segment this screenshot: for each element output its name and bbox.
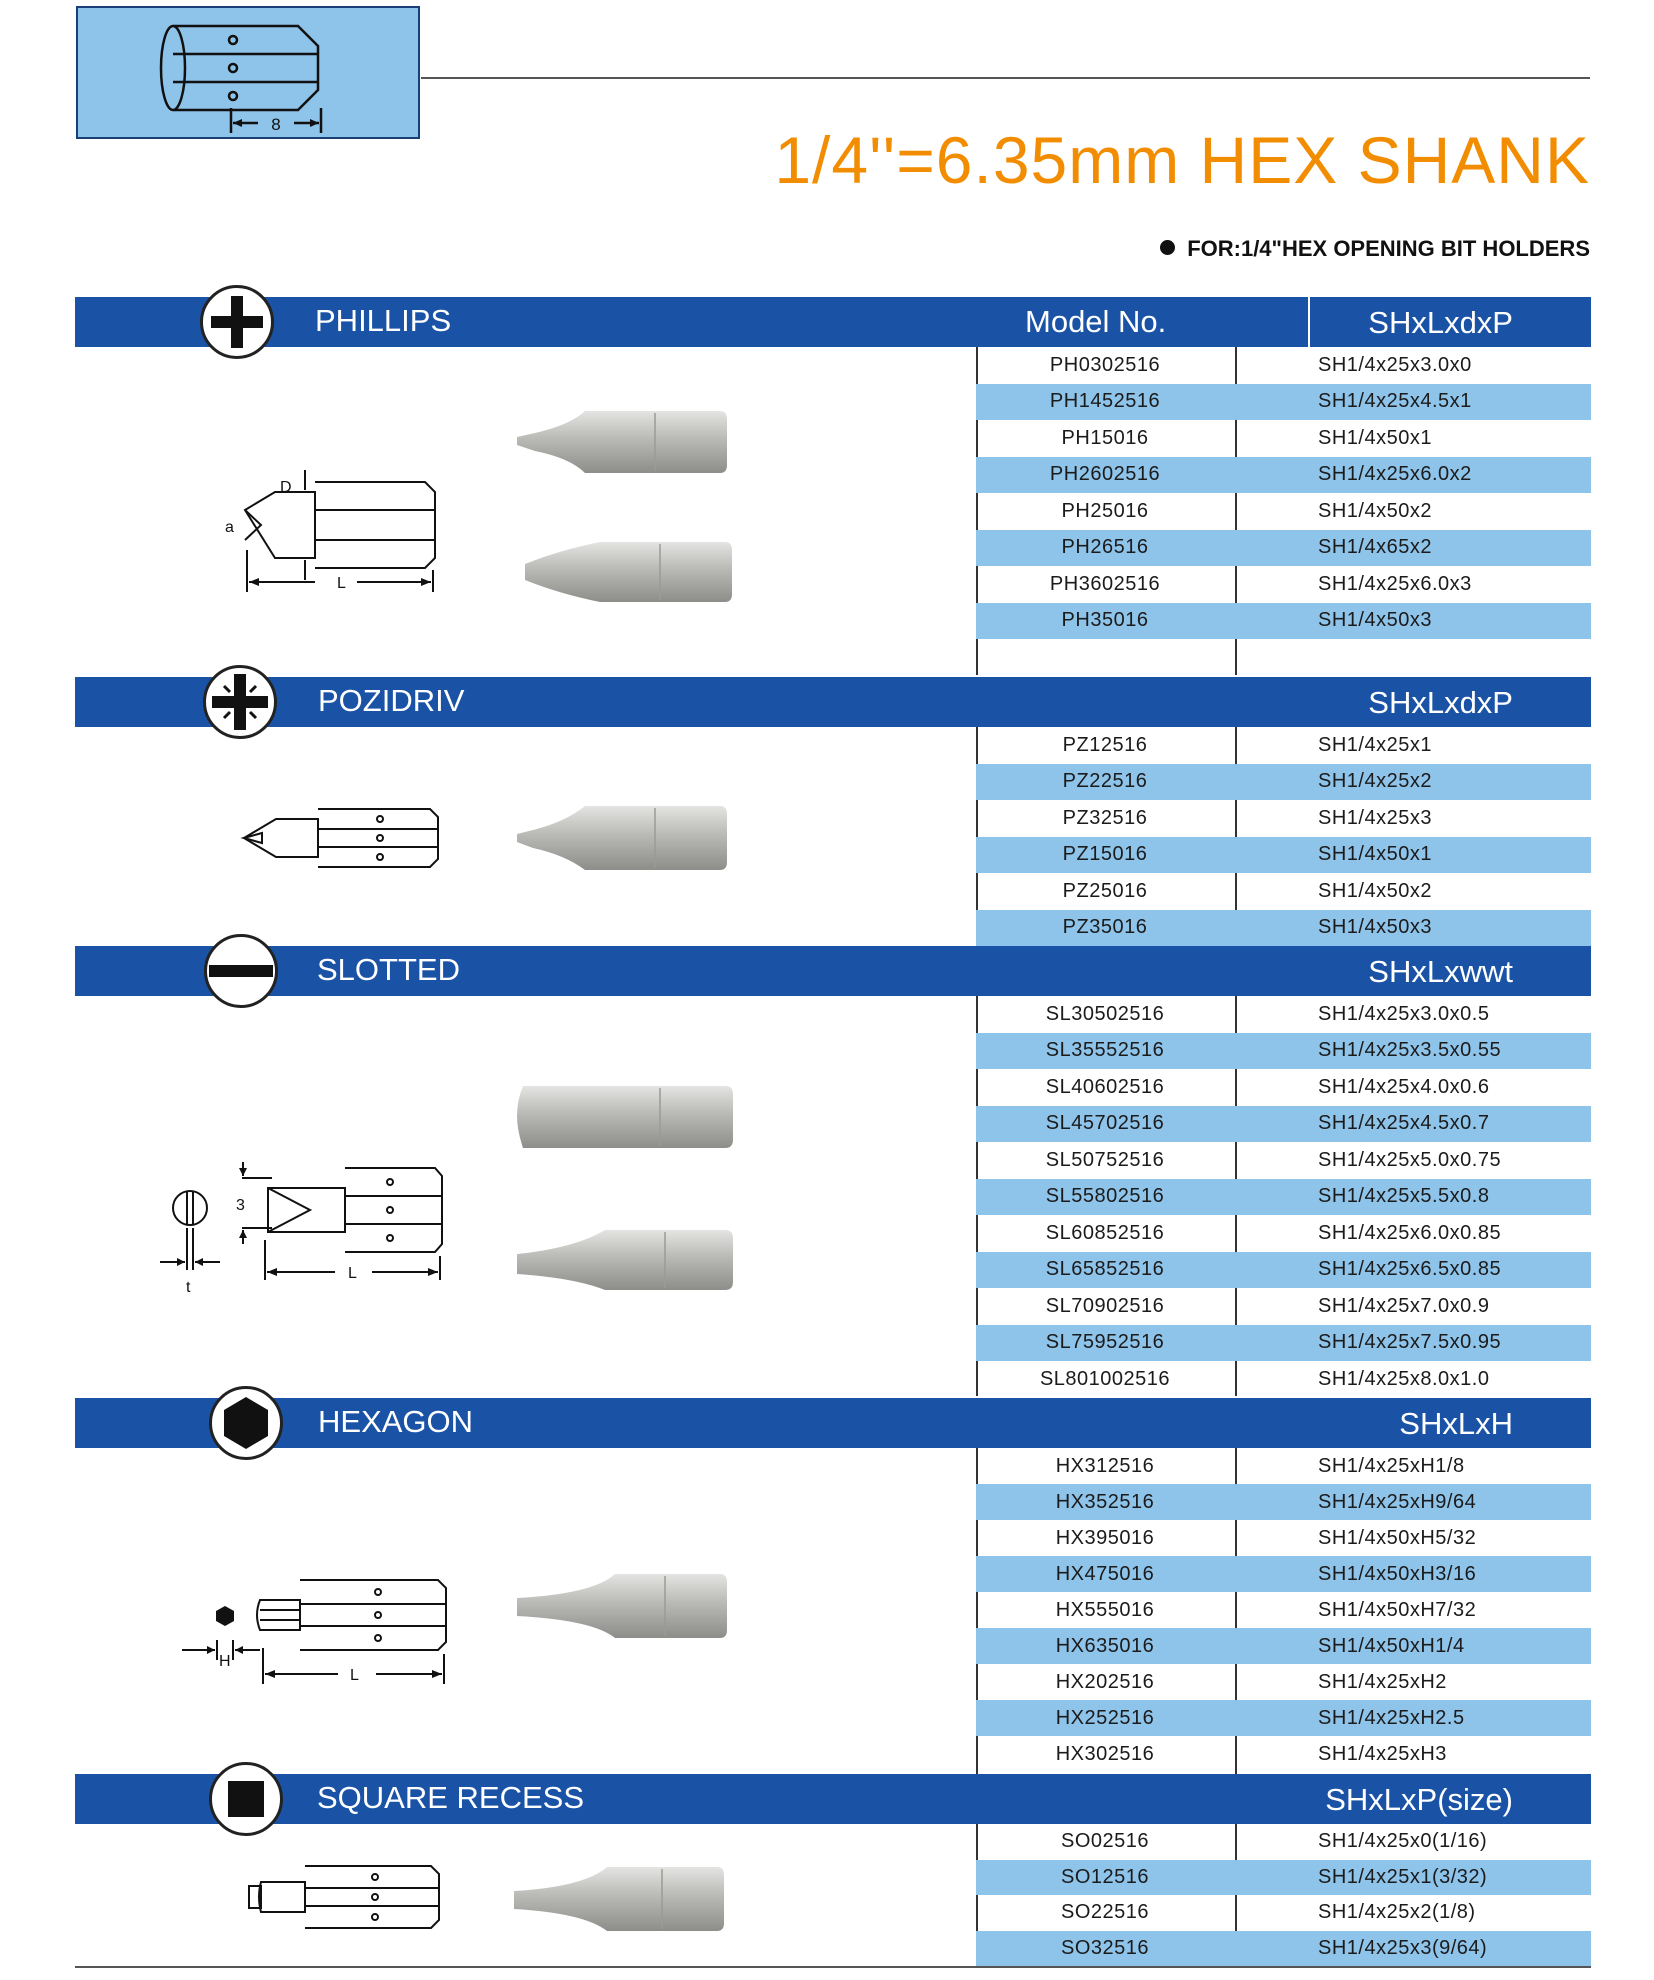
model-cell: PH1452516 — [1049, 390, 1161, 413]
spec-cell: SH1/4x25xH3 — [1318, 1742, 1447, 1765]
spec-header: SHxLxwwt — [1368, 954, 1513, 989]
table-row — [976, 1106, 1591, 1143]
model-cell: SO32516 — [1060, 1936, 1149, 1959]
model-cell: HX302516 — [1055, 1742, 1155, 1765]
spec-cell: SH1/4x50x1 — [1318, 843, 1432, 866]
model-cell: SL801002516 — [1039, 1367, 1171, 1390]
phillips-table — [976, 347, 1591, 639]
model-cell: PH35016 — [1061, 609, 1149, 632]
square-recess-dimension-drawing — [245, 1862, 445, 1932]
model-no-header: Model No. — [1025, 304, 1167, 339]
table-row — [976, 996, 1591, 1033]
section-header-square-recess — [75, 1774, 1591, 1824]
footer-rule — [75, 1966, 1591, 1968]
spec-cell: SH1/4x25x3.5x0.55 — [1318, 1039, 1502, 1062]
square-icon — [209, 1762, 283, 1836]
model-cell: SL55802516 — [1045, 1185, 1165, 1208]
spec-cell: SH1/4x25x1 — [1318, 733, 1432, 756]
table-row — [976, 1142, 1591, 1179]
dimension-label: L — [350, 1667, 359, 1684]
spec-cell: SH1/4x25x2(1/8) — [1318, 1901, 1476, 1924]
table-row — [976, 910, 1591, 947]
table-row — [976, 1288, 1591, 1325]
hexagon-table — [976, 1448, 1591, 1772]
table-row — [976, 384, 1591, 421]
hexagon-dimension-drawing — [178, 1578, 448, 1698]
table-row — [976, 603, 1591, 640]
spec-cell: SH1/4x25x1(3/32) — [1318, 1865, 1488, 1888]
phillips-dimension-drawing — [215, 470, 455, 600]
bullet-icon — [1160, 240, 1175, 255]
spec-cell: SH1/4x50x2 — [1318, 879, 1432, 902]
dimension-label: D — [280, 479, 292, 496]
spec-cell: SH1/4x25x6.0x0.85 — [1318, 1221, 1502, 1244]
spec-cell: SH1/4x25x3 — [1318, 806, 1432, 829]
spec-header: SHxLxP(size) — [1325, 1782, 1513, 1817]
table-row — [976, 347, 1591, 384]
slotted-line-icon — [204, 934, 278, 1008]
model-cell: SO12516 — [1060, 1865, 1149, 1888]
header-rule — [421, 77, 1590, 79]
page-title: 1/4''=6.35mm HEX SHANK — [774, 123, 1590, 197]
model-cell: PZ32516 — [1062, 806, 1148, 829]
spec-cell: SH1/4x25xH2 — [1318, 1670, 1447, 1693]
dimension-label: a — [225, 519, 234, 536]
model-cell: SL75952516 — [1045, 1331, 1165, 1354]
spec-cell: SH1/4x65x2 — [1318, 536, 1432, 559]
table-row — [976, 1664, 1591, 1700]
table-row — [976, 1361, 1591, 1398]
spec-cell: SH1/4x25xH2.5 — [1318, 1706, 1465, 1729]
shank-dimension-label: 8 — [271, 115, 281, 134]
spec-cell: SH1/4x50x1 — [1318, 426, 1432, 449]
spec-cell: SH1/4x25x4.5x1 — [1318, 390, 1472, 413]
model-cell: HX252516 — [1055, 1706, 1155, 1729]
model-cell: SO22516 — [1060, 1901, 1149, 1924]
model-cell: PH25016 — [1061, 499, 1149, 522]
model-cell: HX352516 — [1055, 1490, 1155, 1513]
spec-cell: SH1/4x25x3(9/64) — [1318, 1936, 1488, 1959]
section-title: SLOTTED — [317, 952, 460, 987]
model-cell: SL30502516 — [1045, 1002, 1165, 1025]
square-recess-bit-photo — [512, 1863, 727, 1935]
table-row — [976, 493, 1591, 530]
table-row — [976, 566, 1591, 603]
model-cell: PH26516 — [1061, 536, 1149, 559]
section-title: SQUARE RECESS — [317, 1780, 585, 1815]
model-cell: PZ22516 — [1062, 770, 1148, 793]
table-row — [976, 420, 1591, 457]
table-row — [976, 1252, 1591, 1289]
spec-cell: SH1/4x25x8.0x1.0 — [1318, 1367, 1490, 1390]
model-cell: HX555016 — [1055, 1598, 1155, 1621]
model-cell: PH0302516 — [1049, 353, 1161, 376]
section-header-hexagon — [75, 1398, 1591, 1448]
spec-cell: SH1/4x50x3 — [1318, 609, 1432, 632]
dimension-label: 3 — [236, 1197, 245, 1214]
hexagon-bit-photo — [515, 1570, 730, 1642]
spec-header: SHxLxdxP — [1368, 305, 1513, 340]
shank-diagram-box — [76, 6, 420, 139]
model-cell: PH15016 — [1061, 426, 1149, 449]
table-row — [976, 1325, 1591, 1362]
subtitle-text: FOR:1/4"HEX OPENING BIT HOLDERS — [1187, 236, 1590, 261]
slotted-table — [976, 996, 1591, 1398]
table-row — [976, 1860, 1591, 1896]
spec-cell: SH1/4x25x5.5x0.8 — [1318, 1185, 1490, 1208]
section-header-pozidriv — [75, 677, 1591, 727]
model-cell: PZ15016 — [1062, 843, 1148, 866]
model-cell: PH3602516 — [1049, 572, 1161, 595]
table-row — [976, 1628, 1591, 1664]
spec-cell: SH1/4x25x3.0x0.5 — [1318, 1002, 1490, 1025]
model-cell: SL35552516 — [1045, 1039, 1165, 1062]
spec-cell: SH1/4x25xH9/64 — [1318, 1490, 1477, 1513]
spec-cell: SH1/4x25x3.0x0 — [1318, 353, 1472, 376]
page-subtitle — [1160, 236, 1590, 262]
spec-cell: SH1/4x50xH5/32 — [1318, 1526, 1477, 1549]
table-row — [976, 764, 1591, 801]
section-title: PHILLIPS — [315, 303, 452, 338]
spec-cell: SH1/4x25x4.5x0.7 — [1318, 1112, 1490, 1135]
spec-cell: SH1/4x25x6.5x0.85 — [1318, 1258, 1502, 1281]
pozidriv-bit-photo — [515, 800, 730, 878]
model-cell: SL40602516 — [1045, 1075, 1165, 1098]
square-recess-table — [976, 1824, 1591, 1966]
spec-cell: SH1/4x50xH3/16 — [1318, 1562, 1477, 1585]
model-cell: HX202516 — [1055, 1670, 1155, 1693]
spec-cell: SH1/4x25x7.0x0.9 — [1318, 1294, 1490, 1317]
table-row — [976, 1895, 1591, 1931]
dimension-label: L — [348, 1265, 357, 1282]
table-row — [976, 1520, 1591, 1556]
hex-shank-icon — [78, 8, 418, 137]
model-cell: SO02516 — [1060, 1830, 1149, 1853]
table-row — [976, 1556, 1591, 1592]
hexagon-icon — [209, 1386, 283, 1460]
model-cell: HX395016 — [1055, 1526, 1155, 1549]
slotted-dimension-drawing — [150, 1160, 450, 1300]
spec-cell: SH1/4x25x6.0x2 — [1318, 463, 1472, 486]
phillips-bit-photo — [520, 536, 735, 608]
table-row — [976, 530, 1591, 567]
table-row — [976, 1448, 1591, 1484]
model-cell: SL65852516 — [1045, 1258, 1165, 1281]
model-cell: SL70902516 — [1045, 1294, 1165, 1317]
table-row — [976, 457, 1591, 494]
spec-cell: SH1/4x50xH7/32 — [1318, 1598, 1477, 1621]
table-row — [976, 1592, 1591, 1628]
table-row — [976, 1736, 1591, 1772]
pozidriv-table — [976, 727, 1591, 946]
spec-cell: SH1/4x25x7.5x0.95 — [1318, 1331, 1502, 1354]
table-row — [976, 1484, 1591, 1520]
section-title: POZIDRIV — [318, 683, 465, 718]
model-cell: SL60852516 — [1045, 1221, 1165, 1244]
spec-cell: SH1/4x25x2 — [1318, 770, 1432, 793]
phillips-bit-photo — [515, 403, 730, 483]
section-header-slotted — [75, 946, 1591, 996]
table-row — [976, 1215, 1591, 1252]
spec-cell: SH1/4x25x0(1/16) — [1318, 1830, 1488, 1853]
table-row — [976, 1179, 1591, 1216]
pozidriv-cross-icon — [203, 665, 277, 739]
section-header-phillips — [75, 297, 1591, 347]
model-cell: SL50752516 — [1045, 1148, 1165, 1171]
model-cell: HX475016 — [1055, 1562, 1155, 1585]
spec-cell: SH1/4x50xH1/4 — [1318, 1634, 1465, 1657]
dimension-label: H — [219, 1653, 231, 1670]
phillips-cross-icon — [200, 285, 274, 359]
spec-cell: SH1/4x25x4.0x0.6 — [1318, 1075, 1490, 1098]
table-row — [976, 873, 1591, 910]
model-cell: HX635016 — [1055, 1634, 1155, 1657]
pozidriv-dimension-drawing — [240, 805, 445, 871]
slotted-bit-photo — [515, 1226, 735, 1294]
spec-cell: SH1/4x25x6.0x3 — [1318, 572, 1472, 595]
spec-cell: SH1/4x25x5.0x0.75 — [1318, 1148, 1502, 1171]
table-row — [976, 1824, 1591, 1860]
section-title: HEXAGON — [318, 1404, 474, 1439]
table-row — [976, 1700, 1591, 1736]
table-row — [976, 1069, 1591, 1106]
model-cell: PZ25016 — [1062, 879, 1148, 902]
spec-header: SHxLxH — [1399, 1406, 1513, 1441]
spec-header: SHxLxdxP — [1368, 685, 1513, 720]
dimension-label: L — [337, 575, 346, 592]
spec-cell: SH1/4x25xH1/8 — [1318, 1454, 1465, 1477]
slotted-bit-photo — [515, 1080, 735, 1154]
model-cell: PH2602516 — [1049, 463, 1161, 486]
dimension-label: t — [186, 1279, 191, 1296]
model-cell: PZ35016 — [1062, 916, 1148, 939]
table-row — [976, 1931, 1591, 1967]
table-row — [976, 727, 1591, 764]
model-cell: HX312516 — [1055, 1454, 1155, 1477]
spec-cell: SH1/4x50x3 — [1318, 916, 1432, 939]
table-row — [976, 837, 1591, 874]
table-row — [976, 1033, 1591, 1070]
spec-cell: SH1/4x50x2 — [1318, 499, 1432, 522]
model-cell: PZ12516 — [1062, 733, 1148, 756]
table-row — [976, 800, 1591, 837]
model-cell: SL45702516 — [1045, 1112, 1165, 1135]
header-divider — [1308, 297, 1310, 347]
